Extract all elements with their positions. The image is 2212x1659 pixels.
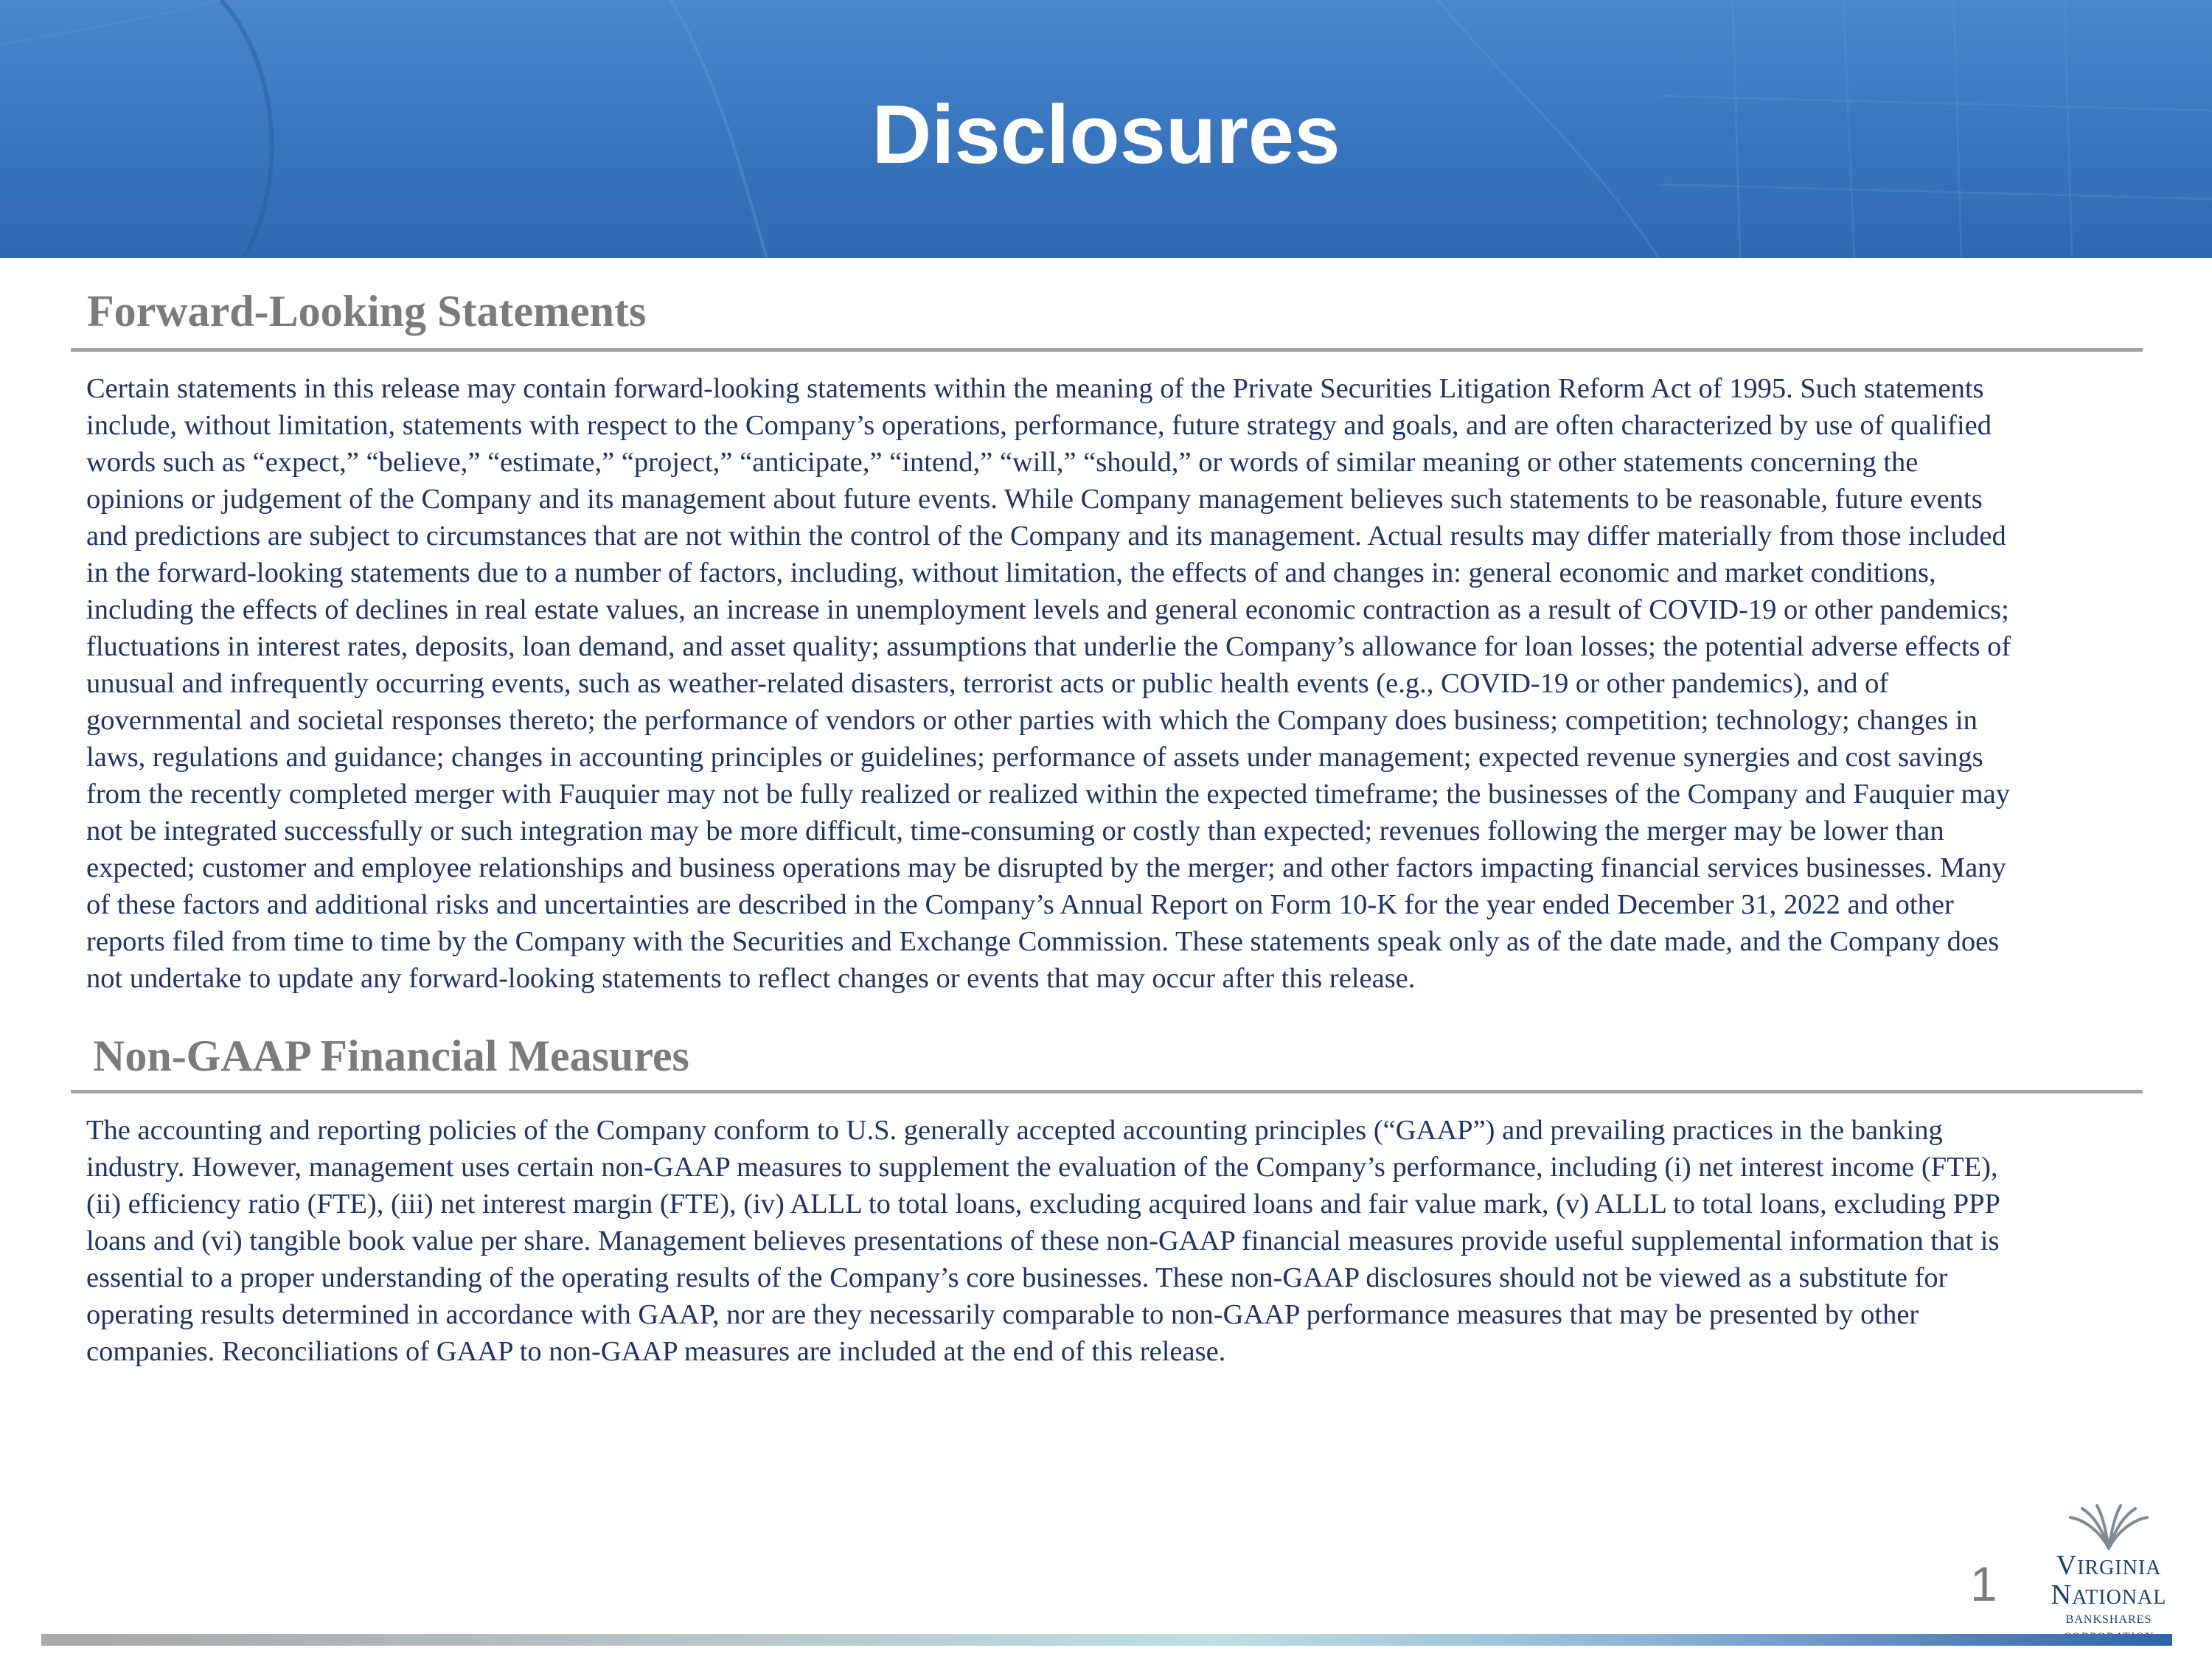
logo-wordmark-line-3: BANKSHARES xyxy=(2065,1613,2152,1626)
text-line: industry. However, management uses certain non-GAAP measures to supplement the evaluation of the Company’s performance, including (i) net interest income (FTE), xyxy=(86,1152,1998,1183)
text-line: in the forward-looking statements due to a number of factors, including, without limitation, the effects of and changes in: general economic and market conditions, xyxy=(86,557,1936,588)
text-line: not be integrated successfully or such integration may be more difficult, time-consuming or costly than expected; revenues following the merger may be lower than xyxy=(86,815,1944,846)
page-title xyxy=(0,87,2212,183)
page-number: 1 xyxy=(1970,1557,1997,1611)
text-line: laws, regulations and guidance; changes in accounting principles or guidelines; performance of assets under management; expected revenue synergies and cost savings xyxy=(86,742,1983,773)
section-divider xyxy=(71,1090,2143,1093)
text-line: operating results determined in accordance with GAAP, nor are they necessarily comparable to non-GAAP performance measures that may be presented by other xyxy=(86,1299,1919,1330)
text-line: The accounting and reporting policies of the Company conform to U.S. generally accepted accounting principles (“GAAP”) and prevailing practices in the banking xyxy=(86,1115,1943,1146)
text-line: Certain statements in this release may contain forward-looking statements within the meaning of the Private Securities Litigation Reform Act of 1995. Such statements xyxy=(86,373,1984,404)
text-line: loans and (vi) tangible book value per share. Management believes presentations of these non-GAAP financial measures provide useful supplemental information that is xyxy=(86,1225,2000,1256)
footer-gradient-bar xyxy=(41,1634,2172,1646)
text-line: and predictions are subject to circumstances that are not within the control of the Company and its management. Actual results may differ materially from those included xyxy=(86,521,2006,552)
page-title-text: Disclosures xyxy=(872,88,1340,181)
text-line: (ii) efficiency ratio (FTE), (iii) net interest margin (FTE), (iv) ALLL to total loans, excluding acquired loans and fair value mark, (v) ALLL to total loans, excluding PPP xyxy=(86,1189,2000,1220)
text-line: reports filed from time to time by the Company with the Securities and Exchange Commission. These statements speak only as of the date made, and the Company does xyxy=(86,926,2000,957)
text-line: governmental and societal responses thereto; the performance of vendors or other parties with which the Company does business; competition; technology; changes in xyxy=(86,705,1978,736)
section-heading-forward-looking: Forward-Looking Statements xyxy=(87,287,647,335)
text-line: including the effects of declines in real estate values, an increase in unemployment levels and general economic contraction as a result of COVID-19 or other pandemics; xyxy=(86,594,2009,625)
text-line: of these factors and additional risks and uncertainties are described in the Company’s Annual Report on Form 10-K for the year ended December 31, 2022 and other xyxy=(86,889,1954,920)
text-line: include, without limitation, statements with respect to the Company’s operations, performance, future strategy and goals, and are often characterized by use of qualified xyxy=(86,410,1992,441)
company-logo xyxy=(2042,1504,2175,1630)
section-divider xyxy=(71,348,2143,352)
section-heading-non-gaap: Non-GAAP Financial Measures xyxy=(93,1032,689,1080)
logo-wordmark-line-1: VIRGINIA xyxy=(2056,1550,2162,1581)
logo-wordmark-line-2: NATIONAL xyxy=(2051,1579,2167,1610)
text-line: from the recently completed merger with Fauquier may not be fully realized or realized within the expected timeframe; the businesses of the Company and Fauquier may xyxy=(86,779,2010,810)
text-line: not undertake to update any forward-looking statements to reflect changes or events that may occur after this release. xyxy=(86,963,1416,994)
header-banner xyxy=(0,0,2212,258)
text-line: essential to a proper understanding of the operating results of the Company’s core businesses. These non-GAAP disclosures should not be viewed as a substitute for xyxy=(86,1262,1948,1293)
wheat-fan-icon xyxy=(2065,1504,2153,1550)
text-line: expected; customer and employee relationships and business operations may be disrupted by the merger; and other factors impacting financial services businesses. Many xyxy=(86,852,2006,883)
paragraph-non-gaap xyxy=(86,1112,2143,1370)
text-line: words such as “expect,” “believe,” “estimate,” “project,” “anticipate,” “intend,” “will,” “should,” or words of similar meaning or other statements concerning the xyxy=(86,447,1919,478)
text-line: unusual and infrequently occurring events, such as weather-related disasters, terrorist acts or public health events (e.g., COVID-19 or other pandemics), and of xyxy=(86,668,1889,699)
text-line: fluctuations in interest rates, deposits, loan demand, and asset quality; assumptions that underlie the Company’s allowance for loan losses; the potential adverse effects of xyxy=(86,631,2011,662)
text-line: companies. Reconciliations of GAAP to non-GAAP measures are included at the end of this release. xyxy=(86,1336,1226,1367)
text-line: opinions or judgement of the Company and its management about future events. While Company management believes such statements to be reasonable, future events xyxy=(86,484,1983,515)
paragraph-forward-looking xyxy=(86,370,2143,997)
